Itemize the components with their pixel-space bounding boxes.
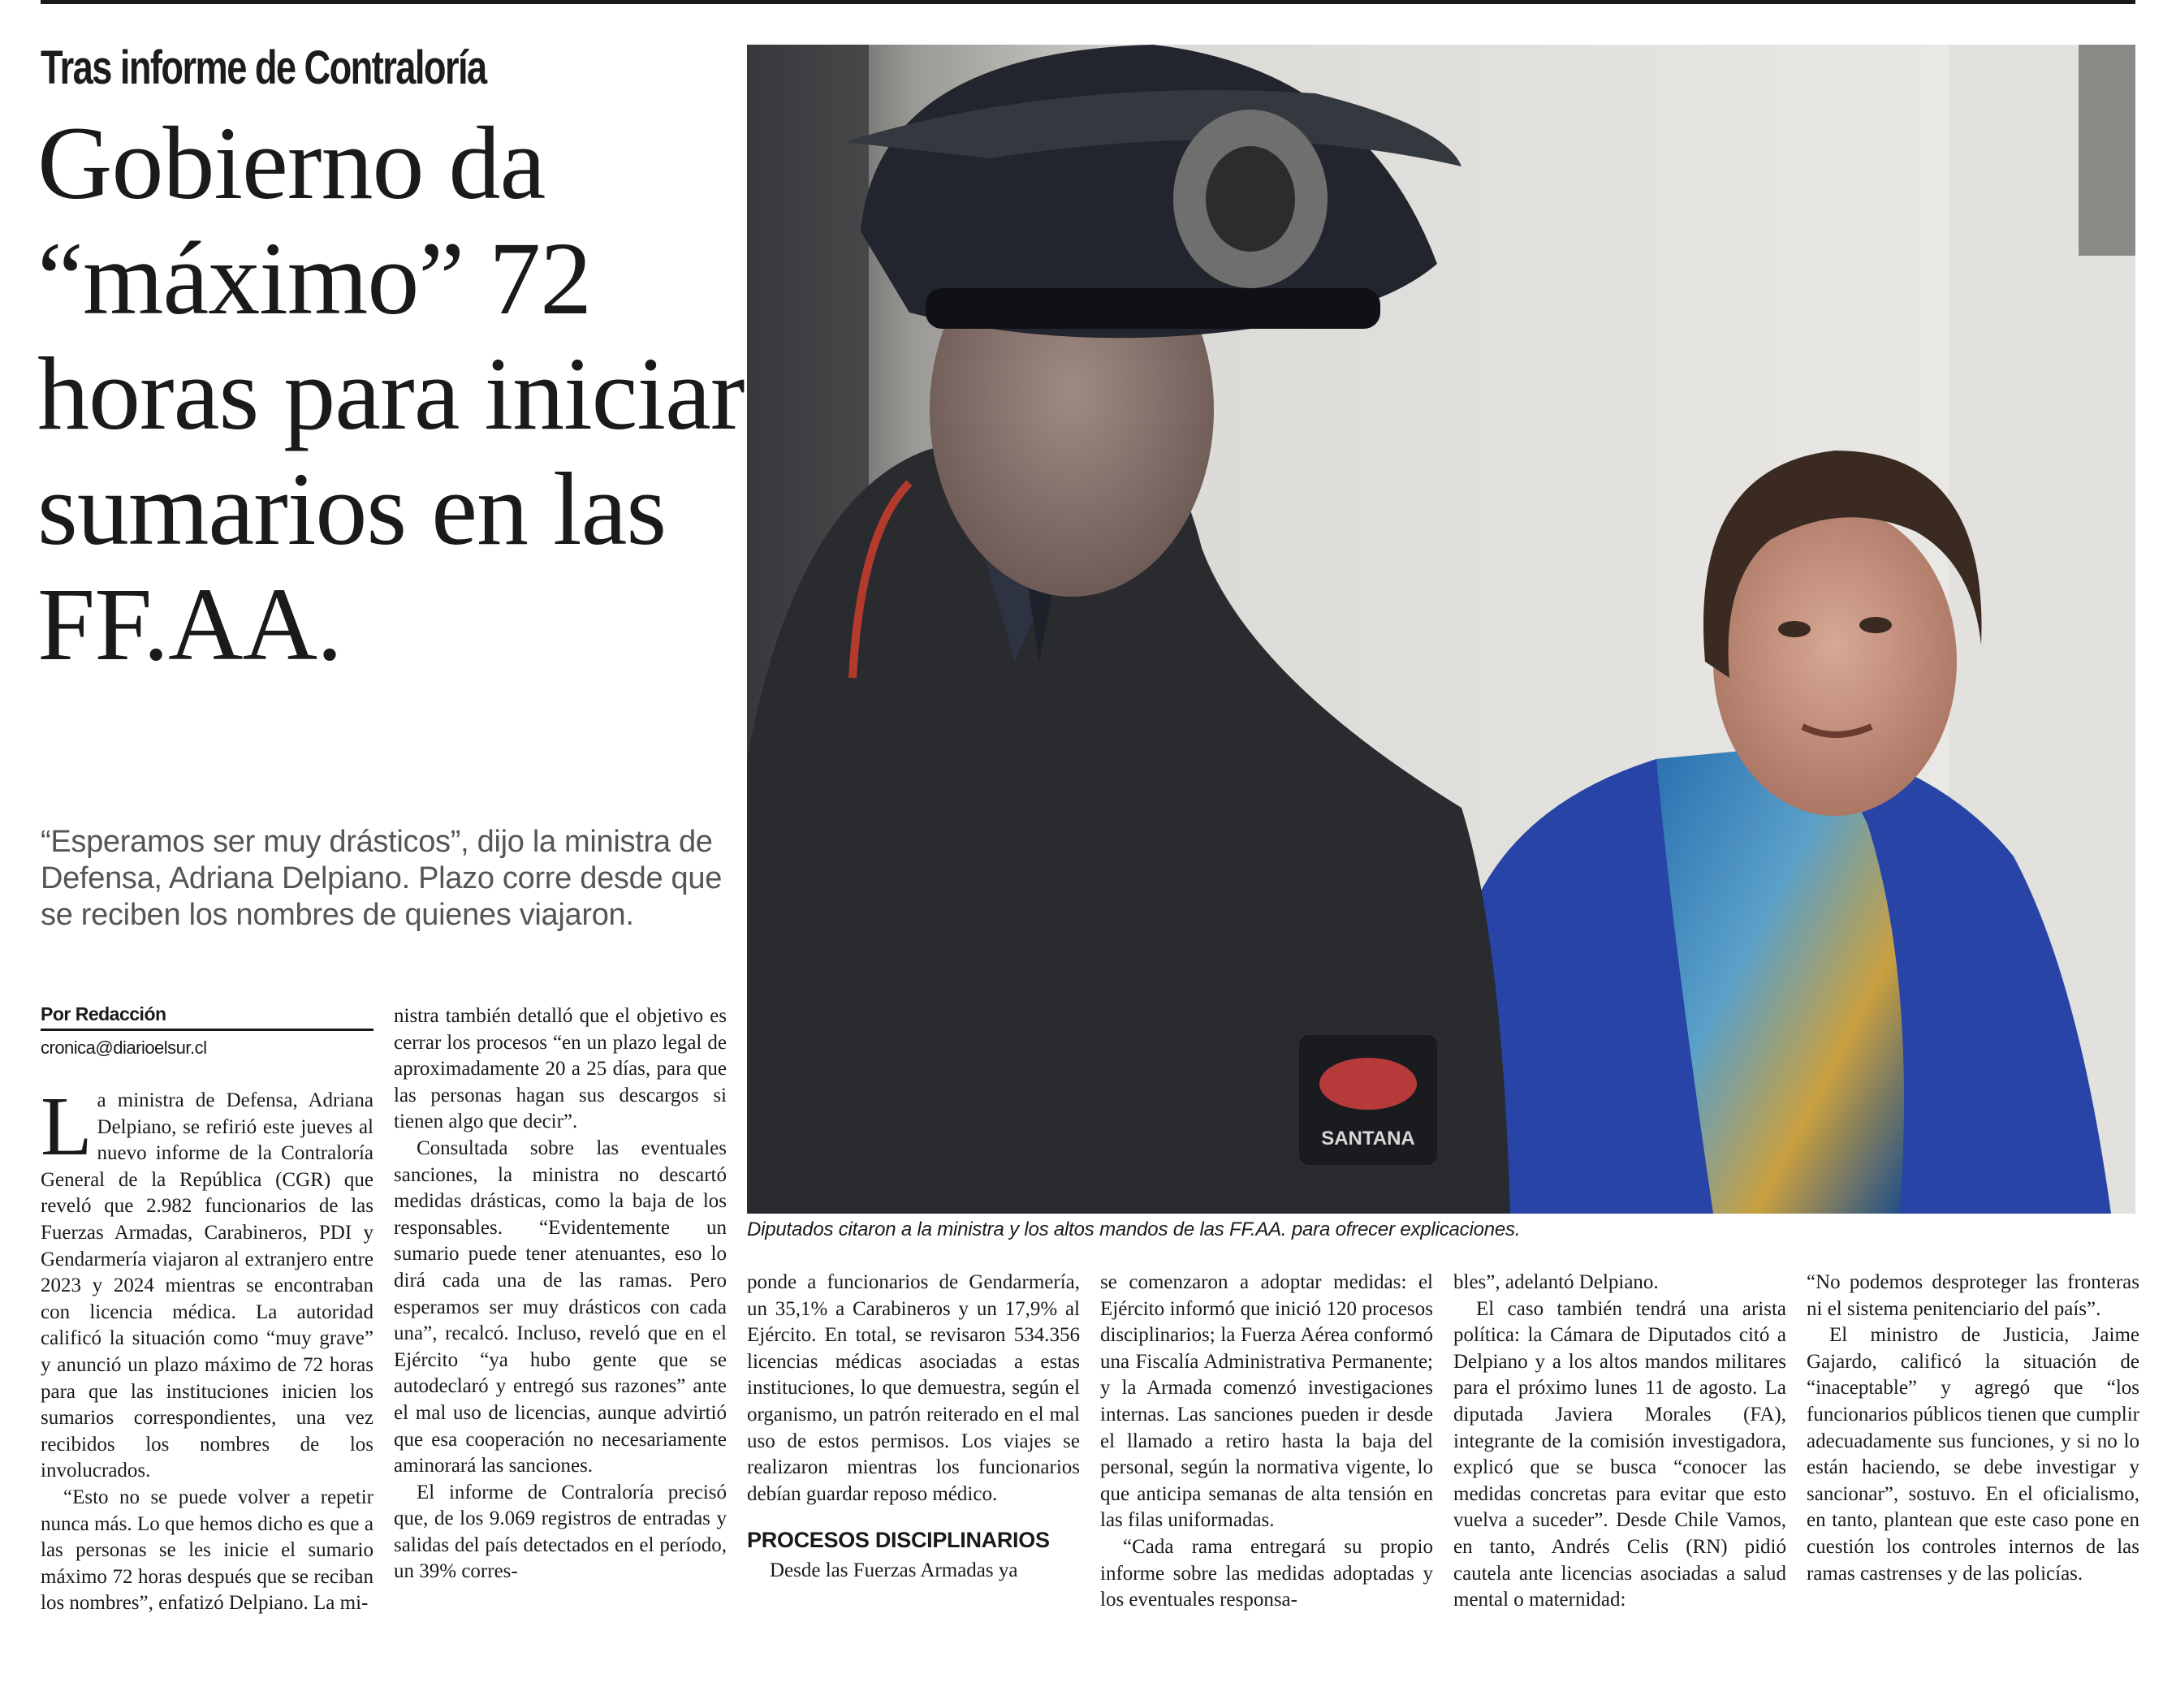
body-paragraph: “Esto no se puede volver a repetir nunca más. Lo que hemos dicho es que a las personas se les inicie el sumario máximo 72 horas después que se reciban los nombres”, enfatizó Delpiano. La mi- [41, 1486, 373, 1615]
photo-badge-text: SANTANA [1321, 1128, 1415, 1149]
body-paragraph: nistra también detalló que el objetivo es cerrar los procesos “en un plazo legal de aproximadamente 20 a 25 días, para que las personas hagan sus descargos si tienen algo que decir”. [394, 1005, 727, 1133]
body-paragraph: El informe de Contraloría precisó que, de los 9.069 registros de entradas y salidas del país detectados en el período, un 39% corres- [394, 1481, 727, 1583]
body-paragraph: Consultada sobre las eventuales sanciones, la ministra no descartó medidas drásticas, como la baja de los responsables. “Evidentemente un sumario puede tener atenuantes, eso lo dirá cada una de las ramas. Pero esperamos ser muy drásticos con cada una”, recalcó. Incluso, reveló que en el Ejército “ya hubo gente que se autodeclaró y entregó sus razones” ante el mal uso de licencias, aunque advirtió que esa cooperación no necesariamente aminorará las sanciones. [394, 1137, 727, 1477]
body-column-1 [41, 1088, 373, 1689]
body-paragraph: El ministro de Justicia, Jaime Gajardo, calificó la situación de “inaceptable” y agregó que “los funcionarios públicos tienen que cumplir adecuadamente sus funciones, y si no lo están haciendo, se debe investigar y sancionar”, sostuvo. En el oficialismo, en tanto, plantean que este caso pone en cuestión los controles internos de las ramas castrenses y de las policías. [1807, 1324, 2139, 1585]
body-paragraph: El caso también tendrá una arista política: la Cámara de Diputados citó a Delpiano y a los altos mandos militares para el próximo lunes 11 de agosto. La diputada Javiera Morales (FA), integrante de la comisión investigadora, explicó que se busca “conocer las medidas concretas para evitar que esto vuelva a suceder”. Desde Chile Vamos, en tanto, Andrés Celis (RN) pidió cautela ante licencias asociadas a salud mental o maternidad: [1453, 1297, 1786, 1611]
body-paragraph: se comenzaron a adoptar medidas: el Ejército informó que inició 120 procesos disciplinarios; la Fuerza Aérea conformó una Fiscalía Administrativa Permanente; y la Armada comenzó investigaciones internas. Las sanciones pueden ir desde el llamado a retiro hasta la baja del personal, según la normativa vigente, lo que anticipa semanas de alta tensión en las filas uniformadas. [1100, 1271, 1433, 1532]
byline [41, 1003, 373, 1059]
byline-email: cronica@diarioelsur.cl [41, 1037, 207, 1058]
body-column-6 [1807, 1270, 2139, 1689]
photo-illustration [747, 45, 2135, 1214]
section-subhead: PROCESOS DISCIPLINARIOS [747, 1528, 1050, 1553]
body-text: a ministra de Defensa, Adriana Delpiano, se refirió este jueves al nuevo informe de la Contraloría General de la República (CGR) que reveló que 2.982 funcionarios de las Fuerzas Armadas, Carabineros, PDI y Gendarmería viajaron al extranjero entre 2023 y 2024 mientras se encontraban con licencia médica. La autoridad calificó la situación como “muy grave” y anunció un plazo máximo de 72 horas para que las instituciones inicien los sumarios correspondientes, una vez recibidos los nombres de los involucrados. [41, 1089, 373, 1482]
article-headline: Gobierno da “máximo” 72 horas para iniciar sumarios en las FF.AA. [37, 106, 745, 682]
body-column-2 [394, 1003, 727, 1689]
top-rule [41, 0, 2135, 4]
byline-author: Por Redacción [41, 1003, 373, 1031]
body-paragraph: ponde a funcionarios de Gendarmería, un 35,1% a Carabineros y un 17,9% al Ejército. En total, se revisaron 534.356 licencias médicas asociadas a estas instituciones, lo que demuestra, según el organismo, un patrón reiterado en el mal uso de estos permisos. Los viajes se realizaron mientras los funcionarios debían guardar reposo médico. [747, 1271, 1080, 1505]
body-column-4 [1100, 1270, 1433, 1689]
body-paragraph: Desde las Fuerzas Armadas ya [770, 1559, 1018, 1582]
photo-caption: Diputados citaron a la ministra y los altos mandos de las FF.AA. para ofrecer explicaciones. [747, 1218, 1521, 1240]
body-column-5 [1453, 1270, 1786, 1689]
drop-cap: L [41, 1088, 93, 1173]
body-column-3 [747, 1270, 1080, 1689]
body-paragraph [41, 1088, 373, 1485]
article-deck: “Esperamos ser muy drásticos”, dijo la ministra de Defensa, Adriana Delpiano. Plazo corre desde que se reciben los nombres de quienes viajaron. [41, 825, 723, 932]
body-paragraph: bles”, adelantó Delpiano. [1453, 1271, 1659, 1293]
article-kicker: Tras informe de Contraloría [41, 41, 486, 94]
body-paragraph: “No podemos desproteger las fronteras ni el sistema penitenciario del país”. [1807, 1271, 2139, 1320]
article-photo [747, 45, 2135, 1214]
body-paragraph: “Cada rama entregará su propio informe sobre las medidas adoptadas y los eventuales responsa- [1100, 1535, 1433, 1611]
